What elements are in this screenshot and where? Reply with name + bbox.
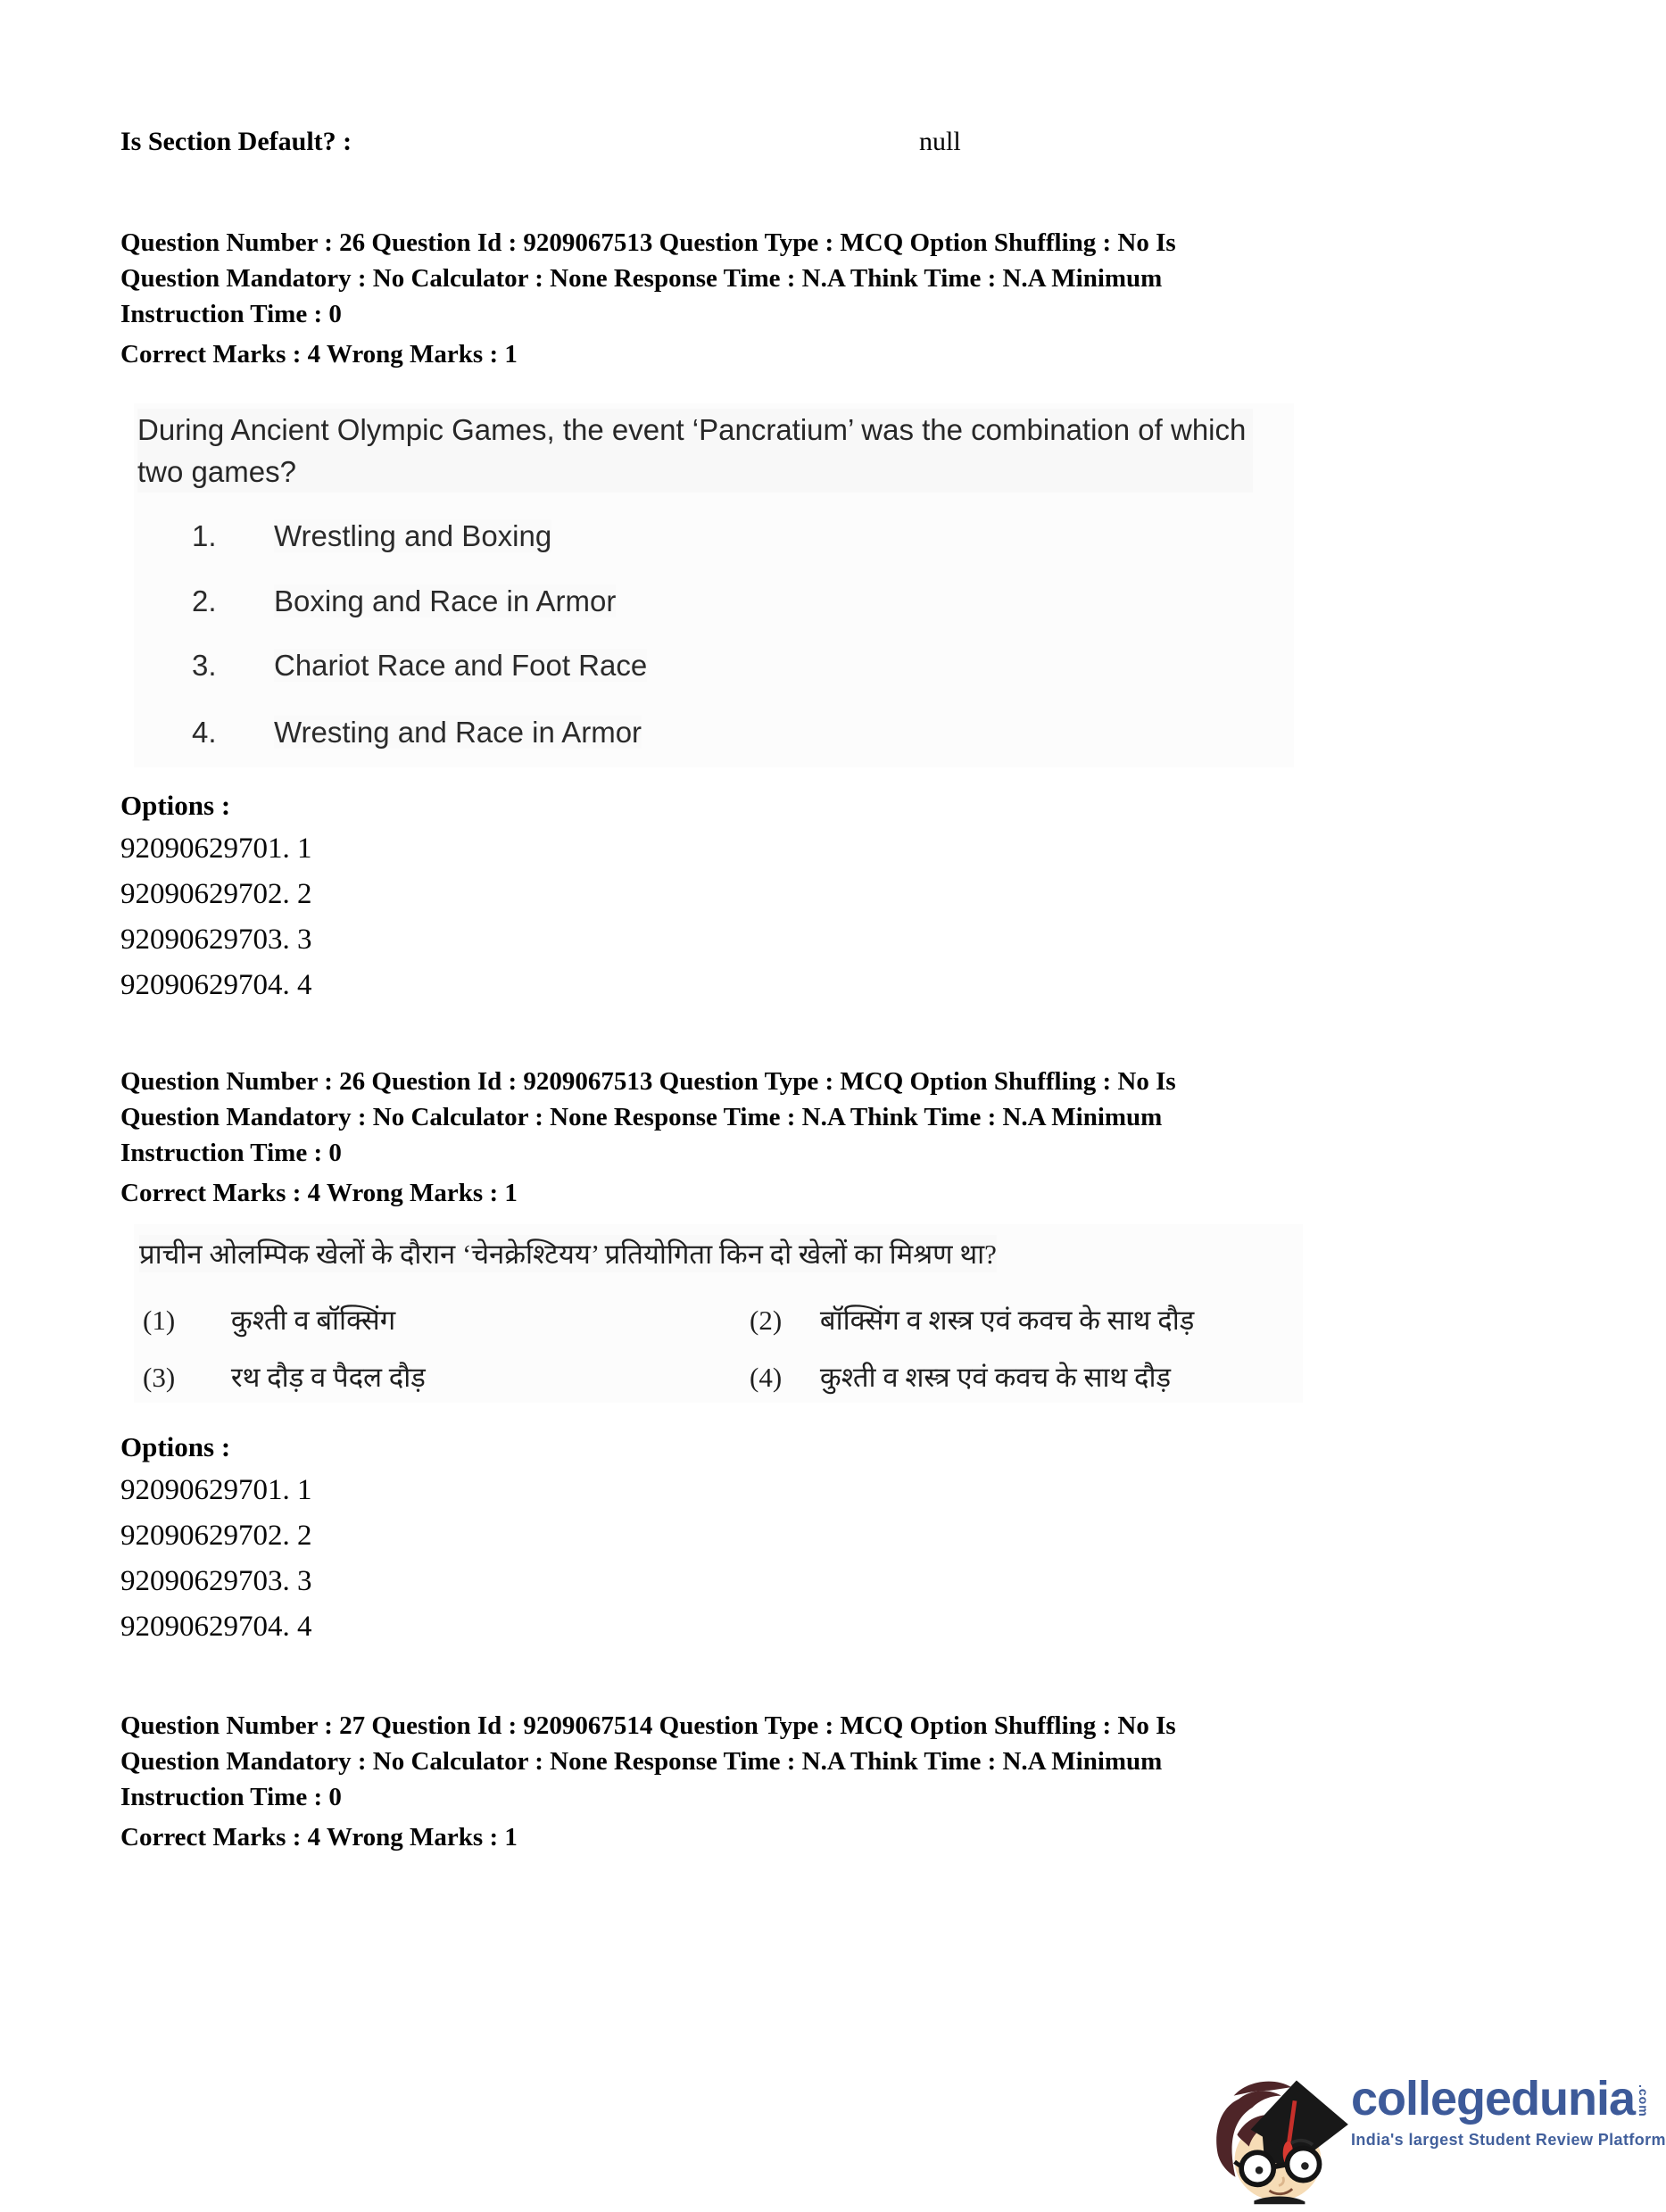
question-26-hi-marks: Correct Marks : 4 Wrong Marks : 1 bbox=[120, 1179, 518, 1207]
choice-number: (3) bbox=[143, 1362, 176, 1393]
question-26-en-meta bbox=[120, 225, 1176, 332]
choice-number: (4) bbox=[750, 1362, 783, 1393]
meta-line: Instruction Time : 0 bbox=[120, 300, 342, 328]
option-id: 92090629703. 3 bbox=[120, 1565, 312, 1597]
choice-row bbox=[143, 1358, 426, 1396]
question-26-hi-image bbox=[134, 1224, 1303, 1403]
meta-line: Question Number : 27 Question Id : 9209067514 Question Type : MCQ Option Shuffling : No Is bbox=[120, 1711, 1176, 1740]
choice-number: (1) bbox=[143, 1305, 176, 1336]
option-id: 92090629703. 3 bbox=[120, 924, 312, 956]
question-26-en-image bbox=[134, 403, 1294, 767]
choice-number: 1. bbox=[192, 519, 217, 552]
question-26-en-marks: Correct Marks : 4 Wrong Marks : 1 bbox=[120, 340, 518, 369]
choice-number: 4. bbox=[192, 716, 217, 749]
choice-row bbox=[192, 519, 551, 553]
question-text: प्राचीन ओलम्पिक खेलों के दौरान ‘चेनक्रेश्टियय’ प्रतियोगिता किन दो खेलों का मिश्रण था? bbox=[139, 1235, 997, 1272]
choice-text: कुश्ती व बॉक्सिंग bbox=[230, 1305, 396, 1336]
option-id: 92090629702. 2 bbox=[120, 1520, 312, 1552]
choice-number: 2. bbox=[192, 584, 217, 617]
meta-line: Instruction Time : 0 bbox=[120, 1783, 342, 1811]
option-id: 92090629701. 1 bbox=[120, 1474, 312, 1506]
choice-text: Wresting and Race in Armor bbox=[273, 716, 642, 749]
choice-text: Chariot Race and Foot Race bbox=[273, 649, 648, 682]
meta-line: Question Number : 26 Question Id : 9209067513 Question Type : MCQ Option Shuffling : No Is bbox=[120, 228, 1176, 257]
meta-line: Question Number : 26 Question Id : 9209067513 Question Type : MCQ Option Shuffling : No Is bbox=[120, 1067, 1176, 1096]
options-heading: Options : bbox=[120, 790, 231, 821]
choice-row bbox=[143, 1301, 395, 1338]
mascot-graduate-boy-icon bbox=[1210, 2072, 1346, 2208]
choice-number: 3. bbox=[192, 649, 217, 682]
brand-logo bbox=[1210, 2072, 1666, 2208]
question-27-marks: Correct Marks : 4 Wrong Marks : 1 bbox=[120, 1823, 518, 1852]
choice-row bbox=[192, 649, 647, 683]
option-id: 92090629704. 4 bbox=[120, 969, 312, 1001]
choice-text: बॉक्सिंग व शस्त्र एवं कवच के साथ दौड़ bbox=[819, 1305, 1195, 1336]
meta-line: Question Mandatory : No Calculator : None Response Time : N.A Think Time : N.A Minimum bbox=[120, 1747, 1163, 1776]
choice-row bbox=[750, 1301, 1194, 1338]
choice-row bbox=[750, 1358, 1171, 1396]
question-26-hi-meta bbox=[120, 1064, 1176, 1171]
brand-domain-suffix: .com bbox=[1637, 2084, 1652, 2117]
choice-text: Wrestling and Boxing bbox=[273, 519, 552, 552]
choice-number: (2) bbox=[750, 1305, 783, 1336]
meta-line: Question Mandatory : No Calculator : None Response Time : N.A Think Time : N.A Minimum bbox=[120, 264, 1163, 293]
section-default-row bbox=[120, 127, 352, 157]
option-id: 92090629702. 2 bbox=[120, 878, 312, 910]
options-heading: Options : bbox=[120, 1431, 231, 1462]
meta-line: Question Mandatory : No Calculator : None Response Time : N.A Think Time : N.A Minimum bbox=[120, 1103, 1163, 1131]
section-default-value: null bbox=[919, 127, 961, 156]
brand-text: collegedunia bbox=[1351, 2072, 1636, 2125]
choice-text: Boxing and Race in Armor bbox=[273, 584, 617, 617]
question-27-meta bbox=[120, 1708, 1176, 1815]
choice-row bbox=[192, 716, 642, 750]
option-id: 92090629701. 1 bbox=[120, 833, 312, 865]
choice-text: रथ दौड़ व पैदल दौड़ bbox=[230, 1362, 426, 1393]
meta-line: Instruction Time : 0 bbox=[120, 1139, 342, 1167]
option-id: 92090629704. 4 bbox=[120, 1611, 312, 1643]
brand-tagline: India's largest Student Review Platform bbox=[1351, 2131, 1666, 2149]
question-text: During Ancient Olympic Games, the event ‘Pancratium’ was the combination of which two games? bbox=[137, 409, 1253, 493]
choice-row bbox=[192, 584, 616, 618]
section-default-label: Is Section Default? : bbox=[120, 127, 352, 156]
choice-text: कुश्ती व शस्त्र एवं कवच के साथ दौड़ bbox=[819, 1362, 1172, 1393]
